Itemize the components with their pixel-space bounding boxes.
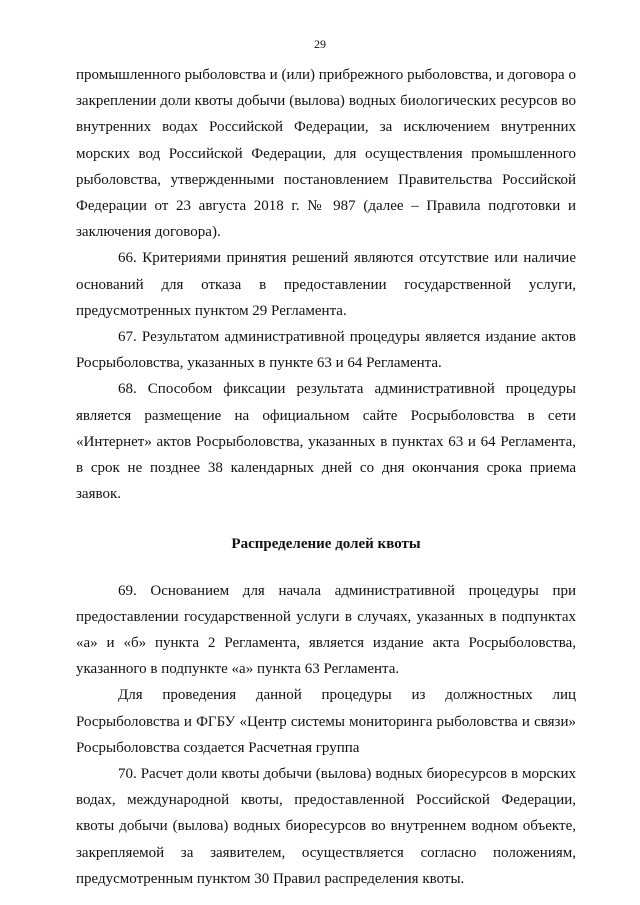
document-body [76,62,576,892]
paragraph-70: 70. Расчет доли квоты добычи (вылова) водных биоресурсов в морских водах, международной квоты, предоставленной Российской Федерации, квоты добычи (вылова) водных биоресурсов во внутреннем водном объекте, закрепляемой за заявителем, осуществляется согласно положениям, предусмотренным пунктом 30 Правил распределения квоты. [76,766,576,887]
paragraph-69: 69. Основанием для начала административной процедуры при предоставлении государственной услуги в случаях, указанных в подпунктах «а» и «б» пункта 2 Регламента, является издание акта Росрыболовства, указанного в подпункте «а» пункта 63 Регламента. [76,582,576,678]
paragraph-calculation-group: Для проведения данной процедуры из должностных лиц Росрыболовства и ФГБУ «Центр системы мониторинга рыболовства и связи» Росрыболовства создается Расчетная группа [76,687,576,756]
page-number: 29 [314,37,326,51]
paragraph-continuation: промышленного рыболовства и (или) прибрежного рыболовства, и договора о закреплении доли квоты добычи (вылова) водных биологических ресурсов во внутренних водах Российской Федерации, за исключением внутренних морских вод Российской Федерации, для осуществления промышленного рыболовства, утвержденными постановлением Правительства Российской Федерации от 23 августа 2018 г. № 987 (далее – Правила подготовки и заключения договора). [76,67,576,241]
paragraph-68: 68. Способом фиксации результата административной процедуры является размещение на официальном сайте Росрыболовства в сети «Интернет» актов Росрыболовства, указанных в пунктах 63 и 64 Регламента, в срок не позднее 38 календарных дней со дня окончания срока приема заявок. [76,381,576,503]
paragraph-66: 66. Критериями принятия решений являются отсутствие или наличие оснований для отказа в предоставлении государственной услуги, предусмотренных пунктом 29 Регламента. [76,250,576,319]
section-heading: Распределение долей квоты [231,536,421,553]
paragraph-67: 67. Результатом административной процедуры является издание актов Росрыболовства, указанных в пункте 63 и 64 Регламента. [76,329,576,372]
